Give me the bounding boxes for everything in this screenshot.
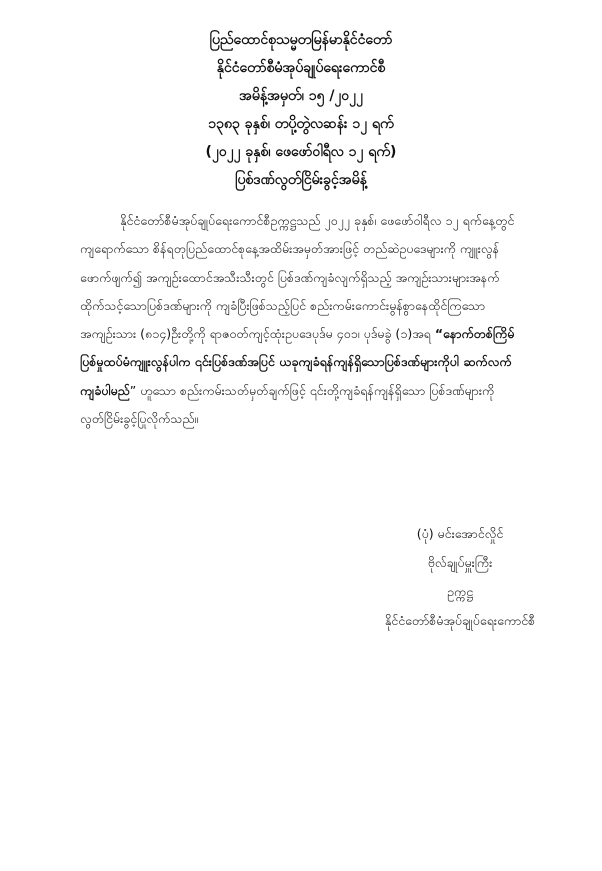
- condition-quote-end: ကျခံပါမည်: [80, 382, 130, 398]
- order-title: ပြစ်ဒဏ်လွတ်ငြိမ်းခွင့်အမိန့်: [235, 172, 367, 188]
- signatory-name: (ပုံ) မင်းအောင်လှိုင်: [416, 526, 504, 541]
- body-line-4: ထိုက်သင့်သောပြစ်ဒဏ်များကို ကျခံပြီးဖြစ်သည့်ပြင် စည်းကမ်းကောင်းမွန်စွာနေထိုင်ကြသော: [80, 297, 486, 313]
- order-number: အမိန့်အမှတ်၊ ၁၅ /၂၀၂၂: [239, 88, 363, 104]
- condition-quote-middle: ပြစ်မှုထပ်မံကျူးလွန်ပါက ၎င်းပြစ်ဒဏ်အပြင် ယခုကျခံရန်ကျန်ရှိသောပြစ်ဒဏ်များကိုပါ ဆက်လက်: [80, 354, 512, 370]
- body-line-2: ကျရောက်သော စိန်ရတုပြည်ထောင်စုနေ့အထိမ်းအမှတ်အားဖြင့် တည်ဆဲဥပဒေများကို ကျူးလွန်: [80, 241, 500, 257]
- signature-block: [330, 519, 590, 635]
- body-line-7-text: ” ဟူသော စည်းကမ်းသတ်မှတ်ချက်ဖြင့် ၎င်းတို့ကျခံရန်ကျန်ရှိသော ပြစ်ဒဏ်များကို: [129, 382, 495, 398]
- body-line-8: လွတ်ငြိမ်းခွင့်ပြုလိုက်သည်။: [80, 411, 199, 427]
- signatory-organization: နိုင်ငံတော်စီမံအုပ်ချုပ်ရေးကောင်စီ: [384, 613, 536, 628]
- state-name: ပြည်ထောင်စုသမ္မတမြန်မာနိုင်ငံတော်: [209, 32, 393, 48]
- body-line-3: ဖောက်ဖျက်၍ အကျဉ်းထောင်အသီးသီးတွင် ပြစ်ဒဏ်ကျခံလျက်ရှိသည့် အကျဉ်းသားများအနက်: [80, 269, 500, 285]
- document-header: [0, 26, 602, 194]
- body-line-1: နိုင်ငံတော်စီမံအုပ်ချုပ်ရေးကောင်စီဥက္ကဋ္ဌသည် ၂၀၂၂ ခုနှစ်၊ ဖေဖော်ဝါရီလ ၁၂ ရက်နေ့တွင်: [120, 213, 515, 228]
- body-line-5: [80, 320, 550, 348]
- body-line-5-text: အကျဉ်းသား (၈၁၄)ဦးတို့ကို ရာဇဝတ်ကျင့်ထုံးဥပဒေပုဒ်မ ၄၀၁၊ ပုဒ်မခွဲ (၁)အရ: [80, 326, 435, 342]
- order-body: [80, 207, 550, 433]
- condition-quote-start: “နောက်တစ်ကြိမ်: [434, 326, 515, 342]
- gregorian-date: (၂၀၂၂ ခုနှစ်၊ ဖေဖော်ဝါရီလ ၁၂ ရက်): [205, 144, 397, 160]
- signatory-rank: ဗိုလ်ချုပ်မှူးကြီး: [427, 555, 493, 570]
- signatory-role: ဥက္ကဋ္ဌ: [447, 584, 473, 599]
- myanmar-date: ၁၃၈၃ ခုနှစ်၊ တပို့တွဲလဆန်း ၁၂ ရက်: [208, 116, 394, 132]
- council-name: နိုင်ငံတော်စီမံအုပ်ချုပ်ရေးကောင်စီ: [216, 60, 386, 76]
- body-line-7: [80, 377, 550, 405]
